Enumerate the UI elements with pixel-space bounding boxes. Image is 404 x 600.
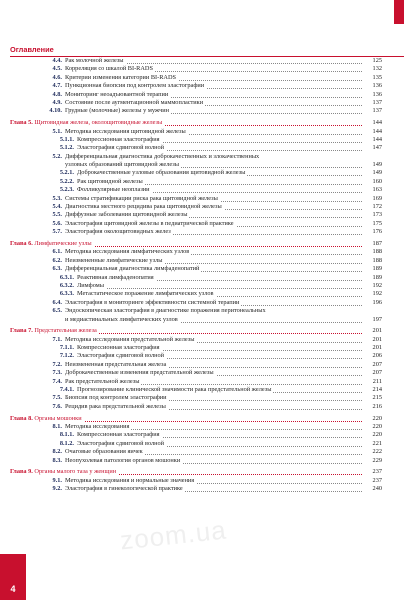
section-title: Рак молочной железы [65, 57, 124, 64]
section-title: Методика исследования и нормальные значения [65, 476, 195, 484]
page-ref: 147 [362, 144, 382, 152]
section-number: 7.2. [52, 360, 62, 368]
section-number: 7.1.1. [59, 344, 74, 352]
section-title: Эластография в гинекологической практике [65, 485, 183, 493]
page-ref: 216 [362, 403, 382, 411]
section-number: 6.3.1. [59, 273, 74, 281]
toc-chapter[interactable] [10, 415, 404, 423]
page-ref: 220 [362, 415, 382, 423]
toc-section[interactable] [10, 369, 404, 377]
section-title: Системы стратификации риска рака щитовидной железы [65, 194, 218, 202]
toc-section[interactable] [10, 394, 404, 402]
page-ref: 125 [362, 57, 382, 65]
chapter-label: Глава 7. [10, 327, 33, 335]
page-ref: 175 [362, 220, 382, 228]
toc-section[interactable] [10, 307, 404, 315]
section-number: 6.4. [52, 298, 62, 306]
chapter-label: Глава 5. [10, 119, 33, 127]
chapter-title [10, 327, 99, 335]
section-title: Компрессионная эластография [77, 344, 160, 352]
chapter-name: Щитовидная железа, околощитовидные железы [32, 119, 163, 127]
page-number: 4 [10, 584, 16, 594]
page-ref: 229 [362, 457, 382, 465]
toc-subsection[interactable] [10, 136, 404, 144]
section-title: Фолликулярные неоплазии [77, 186, 150, 194]
page-ref: 240 [362, 485, 382, 493]
page-ref: 149 [362, 161, 382, 169]
page-ref: 137 [362, 99, 382, 107]
page-title: Оглавление [10, 45, 54, 54]
section-number: 6.3.2. [59, 281, 74, 289]
section-number: 5.1.1. [59, 135, 74, 143]
toc-subsection[interactable] [10, 431, 404, 439]
toc-section[interactable] [10, 336, 404, 344]
page-ref: 215 [362, 394, 382, 402]
toc-section[interactable] [10, 107, 404, 115]
section-title: Эластография щитовидной железы в педиатрической практике [65, 219, 234, 227]
section-title: Доброкачественные изменения предстательной железы [65, 369, 214, 377]
page-ref: 192 [362, 282, 382, 290]
toc-section[interactable] [10, 57, 404, 65]
section-title: Реактивная лимфаденопатия [77, 273, 154, 281]
section-number: 4.9. [52, 98, 62, 106]
page-ref: 197 [362, 316, 382, 324]
section-number: 4.8. [52, 90, 62, 98]
section-number: 5.1. [52, 127, 62, 135]
page-ref: 135 [362, 74, 382, 82]
toc-section[interactable] [10, 248, 404, 256]
toc-section[interactable] [10, 361, 404, 369]
chapter-name: Лимфатические узлы [32, 239, 92, 247]
section-title: Эластография сдвиговой волной [77, 144, 165, 152]
page-ref: 176 [362, 228, 382, 236]
toc-section[interactable] [10, 99, 404, 107]
section-title: Пункционная биопсия под контролем эластографии [65, 82, 205, 90]
section-title: Мониторинг неоадъювантной терапии [65, 90, 169, 98]
toc-subsection[interactable] [10, 440, 404, 448]
toc-subsection[interactable] [10, 186, 404, 194]
page-ref: 237 [362, 468, 382, 476]
table-of-contents [10, 57, 404, 493]
section-title: Метастатическое поражение лимфатических узлов [77, 290, 214, 298]
section-number: 6.3.3. [59, 290, 74, 298]
section-number: 7.3. [52, 369, 62, 377]
section-number: 5.2.2. [59, 177, 74, 185]
section-title: Рак щитовидной железы [77, 177, 143, 185]
toc-subsection[interactable] [10, 144, 404, 152]
section-number: 4.10. [49, 107, 62, 115]
section-title: Лимфомы [77, 281, 104, 289]
section-title: и медиастинальных лимфатических узлов [65, 315, 178, 323]
section-number: 8.3. [52, 456, 62, 464]
toc-section[interactable] [10, 161, 404, 169]
section-number: 5.3. [52, 194, 62, 202]
toc-section[interactable] [10, 378, 404, 386]
section-title: Эластография в мониторинге эффективности системной терапии [65, 298, 240, 306]
toc-section[interactable] [10, 195, 404, 203]
section-title: Дифференциальная диагностика доброкачественных и злокачественных [65, 152, 260, 160]
toc-section[interactable] [10, 203, 404, 211]
chapter-name: Органы малого таза у женщин [32, 468, 117, 476]
toc-chapter[interactable] [10, 240, 404, 248]
page-ref: 173 [362, 211, 382, 219]
toc-section[interactable] [10, 423, 404, 431]
toc-chapter[interactable] [10, 327, 404, 335]
page-ref: 137 [362, 107, 382, 115]
chapter-label: Глава 6. [10, 239, 33, 247]
toc-section[interactable] [10, 477, 404, 485]
page-ref: 207 [362, 369, 382, 377]
leader-dots [77, 288, 362, 289]
section-number: 8.1.1. [59, 431, 74, 439]
section-title: Критерии изменения категории BI-RADS [65, 73, 177, 81]
page-ref: 196 [362, 299, 382, 307]
chapter-name: Органы мошонки [32, 414, 82, 422]
chapter-label: Глава 8. [10, 414, 33, 422]
toc-subsection[interactable] [10, 282, 404, 290]
toc-section[interactable] [10, 65, 404, 73]
toc-section[interactable] [10, 91, 404, 99]
section-title: узловых образований щитовидной железы [65, 161, 179, 169]
chapter-title [10, 119, 164, 127]
section-number: 7.5. [52, 394, 62, 402]
toc-subsection[interactable] [10, 386, 404, 394]
page-ref: 220 [362, 431, 382, 439]
section-number: 9.1. [52, 476, 62, 484]
page-ref: 201 [362, 336, 382, 344]
chapter-title [10, 415, 84, 423]
top-accent-bar [394, 0, 404, 24]
section-number: 7.4. [52, 377, 62, 385]
toc-subsection[interactable] [10, 290, 404, 298]
toc-section[interactable] [10, 448, 404, 456]
page-ref: 188 [362, 257, 382, 265]
toc-section[interactable] [10, 153, 404, 161]
toc-subsection[interactable] [10, 352, 404, 360]
toc-chapter[interactable] [10, 119, 404, 127]
toc-section[interactable] [10, 403, 404, 411]
toc-section[interactable] [10, 316, 404, 324]
toc-chapter[interactable] [10, 468, 404, 476]
section-title: Очаговые образования яичек [65, 448, 143, 456]
section-number: 5.5. [52, 211, 62, 219]
toc-section[interactable] [10, 228, 404, 236]
section-title: Неизмененные лимфатические узлы [65, 256, 163, 264]
page-ref: 221 [362, 440, 382, 448]
section-number: 4.7. [52, 82, 62, 90]
toc-section[interactable] [10, 82, 404, 90]
page-ref: 237 [362, 477, 382, 485]
section-number: 8.1. [52, 422, 62, 430]
chapter-name: Предстательная железа [32, 327, 97, 335]
section-title: Эластография околощитовидных желез [65, 228, 171, 236]
section-title: Неизмененная предстательная железа [65, 360, 167, 368]
section-number: 5.6. [52, 219, 62, 227]
section-number: 4.6. [52, 73, 62, 81]
section-number: 5.2.1. [59, 169, 74, 177]
section-title: Дифференциальная диагностика лимфаденопатий [65, 265, 200, 273]
page-ref: 160 [362, 178, 382, 186]
section-number: 6.1. [52, 248, 62, 256]
section-title: Методика исследования щитовидной железы [65, 127, 186, 135]
toc-subsection[interactable] [10, 344, 404, 352]
section-number: 9.2. [52, 485, 62, 493]
toc-section[interactable] [10, 220, 404, 228]
section-title: Методика исследования лимфатических узлов [65, 248, 190, 256]
page-ref: 144 [362, 128, 382, 136]
toc-subsection[interactable] [10, 169, 404, 177]
section-number: 5.2.3. [59, 186, 74, 194]
section-number: 6.3. [52, 265, 62, 273]
toc-section[interactable] [10, 457, 404, 465]
section-title: Эндоскопическая эластография в диагностике поражения перитонеальных [65, 307, 266, 315]
section-number: 5.7. [52, 228, 62, 236]
section-title: Рецидив рака предстательной железы [65, 402, 166, 410]
page-ref: 189 [362, 274, 382, 282]
section-number: 5.1.2. [59, 144, 74, 152]
section-number: 8.1.2. [59, 439, 74, 447]
page-ref: 211 [362, 378, 382, 386]
page-ref: 136 [362, 91, 382, 99]
page-ref: 201 [362, 327, 382, 335]
chapter-title [10, 240, 94, 248]
page-ref: 144 [362, 119, 382, 127]
section-number: 7.1.2. [59, 352, 74, 360]
section-number: 4.5. [52, 65, 62, 73]
page-ref: 189 [362, 265, 382, 273]
toc-subsection[interactable] [10, 274, 404, 282]
section-number: 7.4.1. [59, 386, 74, 394]
page-ref: 172 [362, 203, 382, 211]
section-title: Биопсия под контролем эластографии [65, 394, 167, 402]
toc-section[interactable] [10, 128, 404, 136]
toc-section[interactable] [10, 74, 404, 82]
section-number: 6.2. [52, 256, 62, 264]
chapter-label: Глава 9. [10, 468, 33, 476]
watermark: zoom.ua [118, 514, 228, 556]
section-number: 6.5. [52, 307, 62, 315]
section-title: Методика исследования предстательной железы [65, 335, 195, 343]
section-title: Компрессионная эластография [77, 135, 160, 143]
page-ref: 132 [362, 65, 382, 73]
toc-section[interactable] [10, 211, 404, 219]
toc-section[interactable] [10, 257, 404, 265]
section-title: Грудные (молочные) железы у мужчин [65, 107, 169, 115]
page-ref: 214 [362, 386, 382, 394]
section-number: 7.6. [52, 402, 62, 410]
section-title: Доброкачественные узловые образования щитовидной железы [77, 169, 246, 177]
toc-subsection[interactable] [10, 178, 404, 186]
section-title: Методика исследования [65, 422, 130, 430]
page-ref: 192 [362, 290, 382, 298]
section-title: Состояние после аугментационной маммопластики [65, 98, 204, 106]
page-ref: 163 [362, 186, 382, 194]
section-title: Диффузные заболевания щитовидной железы [65, 211, 188, 219]
toc-section[interactable] [10, 265, 404, 273]
section-title: Компрессионная эластография [77, 431, 160, 439]
section-title: Корреляция со шкалой BI-RADS [65, 65, 153, 73]
section-title: Неопухолевая патология органов мошонки [65, 456, 181, 464]
page-ref: 187 [362, 240, 382, 248]
page-ref: 201 [362, 344, 382, 352]
section-title: Эластография сдвиговой волной [77, 439, 165, 447]
page-ref: 136 [362, 82, 382, 90]
page-ref: 222 [362, 448, 382, 456]
chapter-title [10, 468, 118, 476]
toc-section[interactable] [10, 485, 404, 493]
section-number: 7.1. [52, 335, 62, 343]
page-ref: 169 [362, 195, 382, 203]
section-title: Рак предстательной железы [65, 377, 140, 385]
section-number: 4.4. [52, 57, 62, 64]
page-ref: 206 [362, 352, 382, 360]
section-title: Диагностика местного рецидива рака щитовидной железы [65, 203, 222, 211]
section-number: 5.4. [52, 203, 62, 211]
section-title: Эластография сдвиговой волной [77, 352, 165, 360]
page-ref: 188 [362, 248, 382, 256]
section-title: Прогнозирование клинической значимости рака предстательной железы [77, 386, 272, 394]
page-ref: 149 [362, 169, 382, 177]
toc-section[interactable] [10, 299, 404, 307]
page-ref: 144 [362, 136, 382, 144]
section-number: 5.2. [52, 152, 62, 160]
page-ref: 207 [362, 361, 382, 369]
page-ref: 220 [362, 423, 382, 431]
section-number: 8.2. [52, 448, 62, 456]
